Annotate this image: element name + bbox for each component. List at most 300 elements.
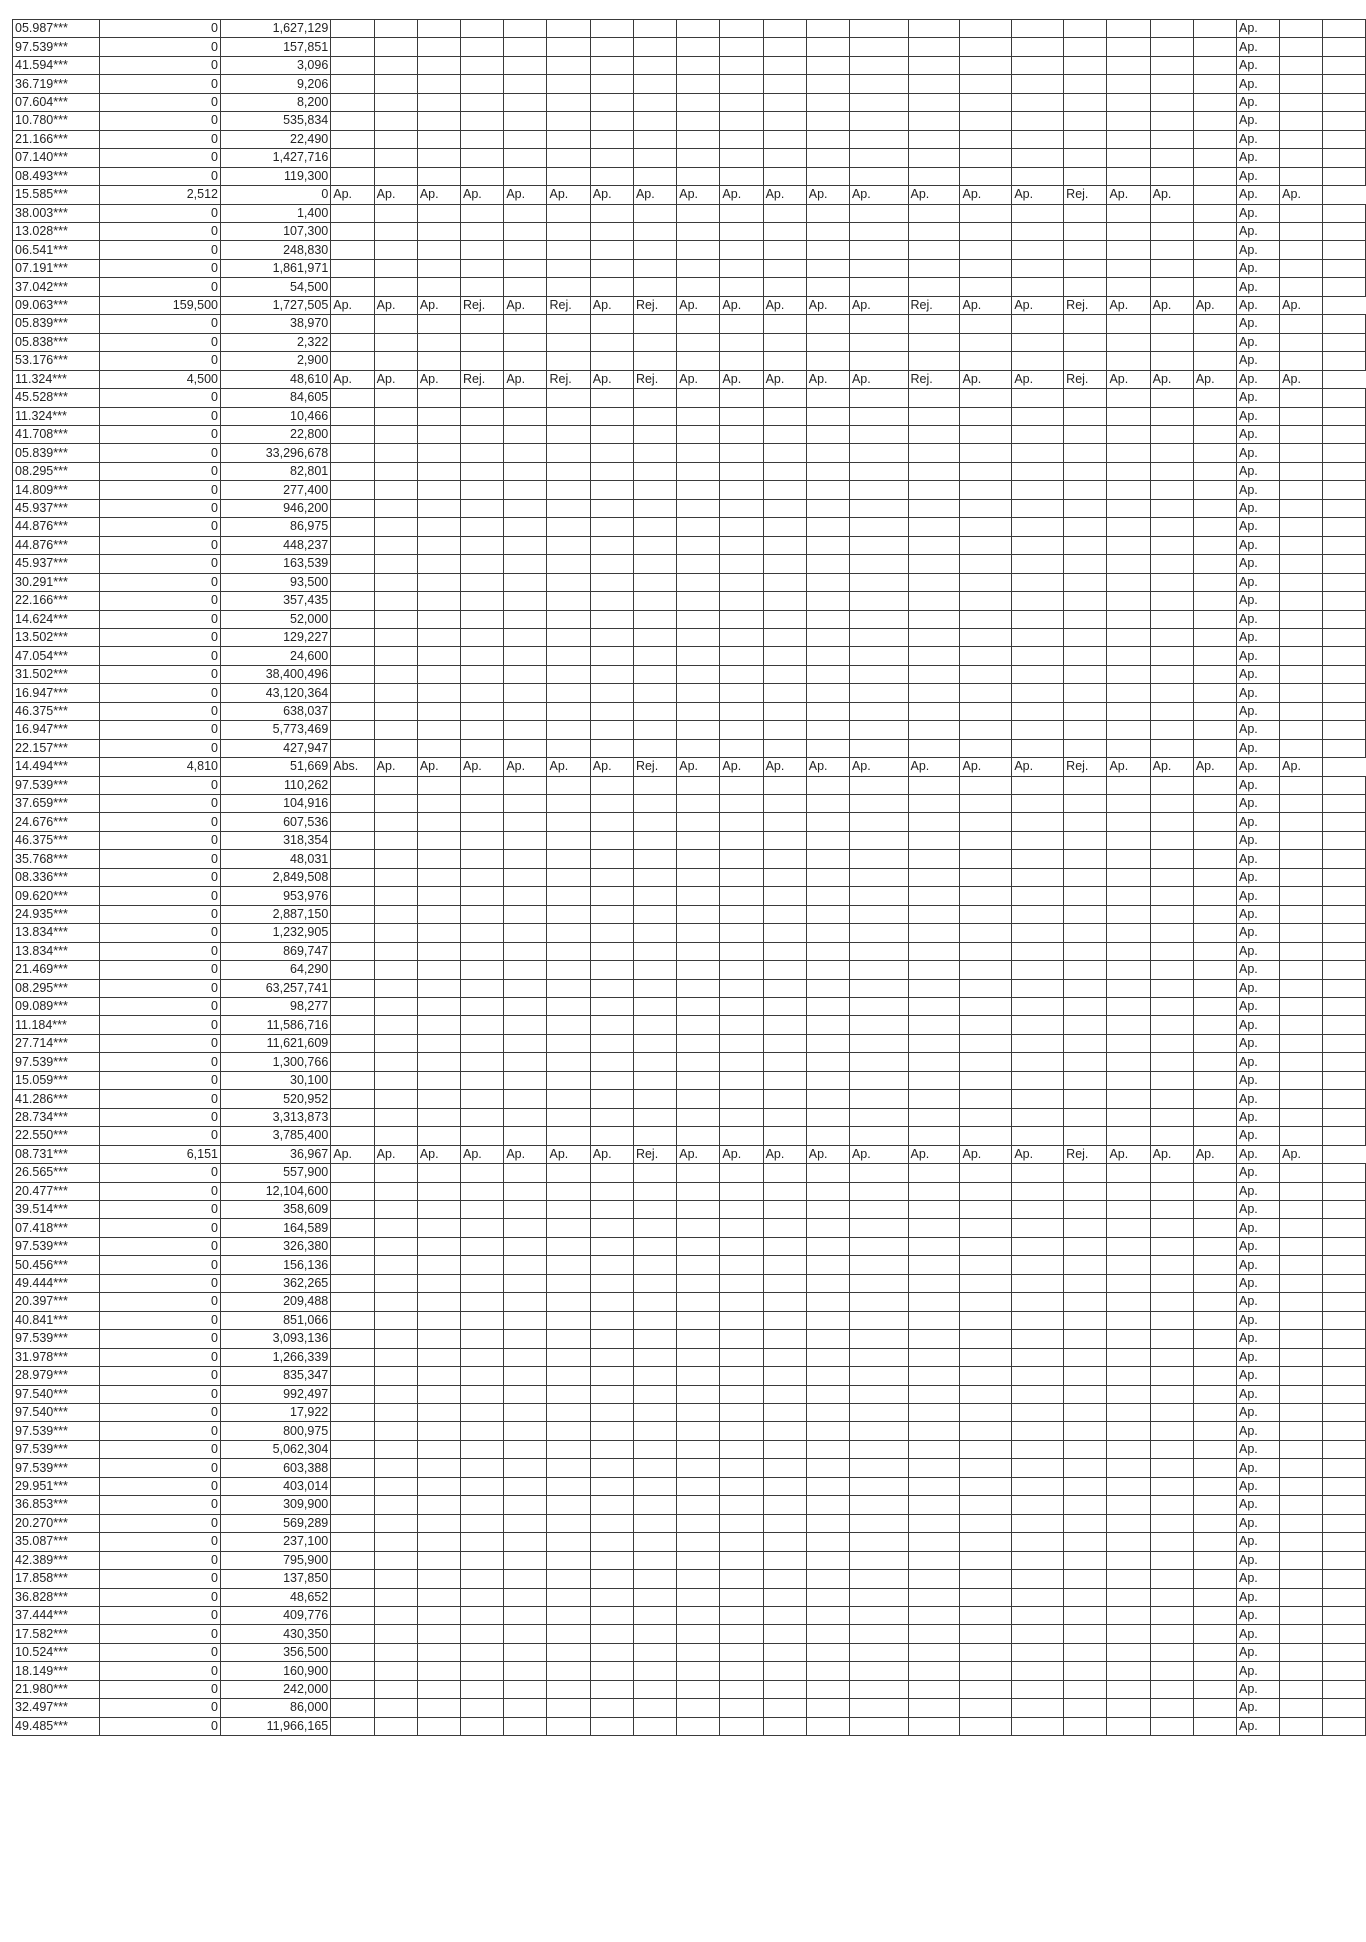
vote-cell xyxy=(1193,444,1236,462)
vote-cell xyxy=(1012,259,1064,277)
vote-cell xyxy=(1150,444,1193,462)
vote-cell xyxy=(1012,942,1064,960)
vote-cell xyxy=(763,573,806,591)
vote-cell xyxy=(590,1403,633,1421)
vote-cell xyxy=(331,389,374,407)
vote-cell xyxy=(1064,167,1107,185)
vote-cell xyxy=(806,1182,849,1200)
vote-cell xyxy=(547,868,590,886)
vote-cell xyxy=(504,1588,547,1606)
vote-cell xyxy=(1193,1625,1236,1643)
vote-cell: Rej. xyxy=(1064,296,1107,314)
vote-cell xyxy=(960,961,1012,979)
vote-cell xyxy=(547,1606,590,1624)
vote-cell xyxy=(1280,1440,1323,1458)
vote-cell xyxy=(908,1385,960,1403)
vote-cell xyxy=(1323,1662,1366,1680)
vote-cell xyxy=(331,647,374,665)
vote-cell xyxy=(590,665,633,683)
vote-cell xyxy=(1280,1588,1323,1606)
vote-cell: Ap. xyxy=(1236,1680,1279,1698)
vote-cell xyxy=(504,425,547,443)
vote-cell xyxy=(960,573,1012,591)
vote-cell xyxy=(633,1274,676,1292)
vote-cell xyxy=(677,130,720,148)
vote-cell xyxy=(374,407,417,425)
vote-cell xyxy=(1064,1662,1107,1680)
vote-cell xyxy=(417,499,460,517)
vote-cell xyxy=(763,1606,806,1624)
vote-cell xyxy=(849,1108,908,1126)
vote-cell xyxy=(1107,222,1150,240)
table-row xyxy=(13,407,1366,425)
vote-cell xyxy=(1012,167,1064,185)
vote-cell xyxy=(1280,1071,1323,1089)
vote-cell xyxy=(1150,924,1193,942)
vote-cell xyxy=(374,315,417,333)
vote-cell xyxy=(633,1643,676,1661)
vote-cell xyxy=(960,389,1012,407)
vote-cell xyxy=(1323,1348,1366,1366)
vote-cell xyxy=(374,1699,417,1717)
vote-cell xyxy=(1107,407,1150,425)
vote-cell xyxy=(1280,407,1323,425)
vote-cell xyxy=(1012,1182,1064,1200)
vote-cell xyxy=(908,1090,960,1108)
vote-cell xyxy=(1064,462,1107,480)
vote-cell xyxy=(504,1514,547,1532)
vote-cell xyxy=(960,555,1012,573)
vote-cell xyxy=(1150,93,1193,111)
vote-cell xyxy=(331,407,374,425)
vote-cell xyxy=(547,1625,590,1643)
vote-cell xyxy=(960,204,1012,222)
vote-cell: Ap. xyxy=(1236,186,1279,204)
vote-cell xyxy=(908,1643,960,1661)
vote-cell xyxy=(1012,1219,1064,1237)
vote-cell xyxy=(677,481,720,499)
vote-cell xyxy=(720,1293,763,1311)
vote-cell xyxy=(960,1182,1012,1200)
vote-cell xyxy=(1150,739,1193,757)
vote-cell: Ap. xyxy=(908,758,960,776)
vote-cell xyxy=(1323,56,1366,74)
id-cell: 41.708*** xyxy=(13,425,100,443)
vote-cell xyxy=(1064,56,1107,74)
vote-cell xyxy=(461,1514,504,1532)
vote-cell xyxy=(504,850,547,868)
vote-cell xyxy=(1193,684,1236,702)
vote-cell xyxy=(1323,204,1366,222)
amount-cell: 1,627,129 xyxy=(220,20,330,38)
table-row xyxy=(13,1662,1366,1680)
vote-cell xyxy=(547,1256,590,1274)
vote-cell xyxy=(590,1367,633,1385)
vote-cell xyxy=(590,739,633,757)
vote-cell xyxy=(763,259,806,277)
vote-cell xyxy=(417,831,460,849)
vote-cell xyxy=(806,1662,849,1680)
vote-cell xyxy=(590,425,633,443)
vote-cell xyxy=(417,425,460,443)
vote-cell xyxy=(677,1570,720,1588)
amount-cell: 0 xyxy=(99,1182,220,1200)
vote-cell xyxy=(504,222,547,240)
amount-cell: 0 xyxy=(99,315,220,333)
amount-cell: 242,000 xyxy=(220,1680,330,1698)
vote-cell xyxy=(547,1348,590,1366)
vote-cell xyxy=(849,647,908,665)
vote-cell xyxy=(331,1588,374,1606)
vote-cell xyxy=(1323,315,1366,333)
vote-cell xyxy=(1150,278,1193,296)
vote-cell xyxy=(590,628,633,646)
vote-cell xyxy=(849,130,908,148)
vote-cell xyxy=(1323,1237,1366,1255)
vote-cell: Ap. xyxy=(1280,296,1323,314)
vote-cell xyxy=(374,333,417,351)
vote-cell xyxy=(633,278,676,296)
vote-cell xyxy=(547,1330,590,1348)
vote-cell xyxy=(331,1625,374,1643)
vote-cell xyxy=(1193,1256,1236,1274)
vote-cell xyxy=(331,665,374,683)
vote-cell xyxy=(1012,1588,1064,1606)
vote-cell xyxy=(1150,555,1193,573)
vote-cell xyxy=(960,592,1012,610)
vote-cell xyxy=(806,425,849,443)
vote-cell xyxy=(331,518,374,536)
vote-cell xyxy=(1107,628,1150,646)
vote-cell xyxy=(417,1090,460,1108)
vote-cell xyxy=(1107,813,1150,831)
vote-cell xyxy=(461,684,504,702)
vote-cell xyxy=(1150,1219,1193,1237)
vote-cell xyxy=(331,1680,374,1698)
vote-cell xyxy=(1064,1367,1107,1385)
vote-cell xyxy=(590,20,633,38)
vote-cell xyxy=(720,222,763,240)
vote-cell xyxy=(677,222,720,240)
vote-cell xyxy=(677,1496,720,1514)
vote-cell xyxy=(849,1422,908,1440)
table-row xyxy=(13,998,1366,1016)
vote-cell xyxy=(331,1256,374,1274)
vote-cell xyxy=(374,1256,417,1274)
vote-cell xyxy=(504,315,547,333)
vote-cell xyxy=(1150,1717,1193,1735)
vote-cell xyxy=(331,1514,374,1532)
vote-cell xyxy=(1064,1514,1107,1532)
vote-cell xyxy=(720,905,763,923)
vote-cell xyxy=(720,1459,763,1477)
vote-cell xyxy=(633,1496,676,1514)
vote-cell xyxy=(331,813,374,831)
table-row xyxy=(13,481,1366,499)
vote-cell xyxy=(849,352,908,370)
vote-cell xyxy=(1280,1164,1323,1182)
vote-cell: Rej. xyxy=(633,758,676,776)
vote-cell xyxy=(547,1164,590,1182)
vote-cell xyxy=(504,75,547,93)
vote-cell xyxy=(908,167,960,185)
id-cell: 97.539*** xyxy=(13,38,100,56)
vote-cell: Ap. xyxy=(374,758,417,776)
vote-cell xyxy=(461,112,504,130)
table-row xyxy=(13,1459,1366,1477)
vote-cell xyxy=(633,1625,676,1643)
vote-cell xyxy=(1193,1311,1236,1329)
vote-cell xyxy=(720,389,763,407)
vote-cell xyxy=(960,130,1012,148)
vote-cell xyxy=(633,850,676,868)
vote-cell xyxy=(331,1274,374,1292)
vote-cell xyxy=(547,1237,590,1255)
vote-cell xyxy=(720,850,763,868)
vote-cell xyxy=(417,481,460,499)
vote-cell xyxy=(849,481,908,499)
vote-cell xyxy=(1064,222,1107,240)
vote-cell xyxy=(1012,1477,1064,1495)
vote-cell xyxy=(331,1330,374,1348)
vote-cell xyxy=(763,1625,806,1643)
vote-cell xyxy=(461,961,504,979)
vote-cell xyxy=(417,573,460,591)
vote-cell xyxy=(1150,241,1193,259)
vote-cell xyxy=(1193,592,1236,610)
vote-cell xyxy=(331,1219,374,1237)
amount-cell: 110,262 xyxy=(220,776,330,794)
vote-cell xyxy=(720,1016,763,1034)
table-row xyxy=(13,56,1366,74)
vote-cell xyxy=(417,93,460,111)
id-cell: 97.539*** xyxy=(13,1053,100,1071)
vote-cell xyxy=(1150,1367,1193,1385)
vote-cell xyxy=(677,1201,720,1219)
vote-cell xyxy=(417,167,460,185)
vote-cell xyxy=(1012,1662,1064,1680)
id-cell: 05.839*** xyxy=(13,315,100,333)
amount-cell: 362,265 xyxy=(220,1274,330,1292)
vote-cell xyxy=(1012,444,1064,462)
vote-cell xyxy=(1107,702,1150,720)
amount-cell: 82,801 xyxy=(220,462,330,480)
vote-cell xyxy=(960,739,1012,757)
vote-cell xyxy=(763,407,806,425)
vote-cell xyxy=(1323,665,1366,683)
amount-cell: 5,062,304 xyxy=(220,1440,330,1458)
vote-cell xyxy=(547,776,590,794)
vote-cell xyxy=(1064,610,1107,628)
vote-cell xyxy=(677,1237,720,1255)
vote-cell xyxy=(504,462,547,480)
vote-cell xyxy=(547,979,590,997)
vote-cell xyxy=(504,1367,547,1385)
vote-cell xyxy=(461,647,504,665)
vote-cell xyxy=(1064,1348,1107,1366)
vote-cell xyxy=(1280,610,1323,628)
vote-cell xyxy=(1064,1588,1107,1606)
vote-cell: Ap. xyxy=(1012,758,1064,776)
vote-cell xyxy=(1064,1551,1107,1569)
vote-cell xyxy=(374,259,417,277)
vote-cell xyxy=(849,1551,908,1569)
table-row xyxy=(13,1477,1366,1495)
vote-cell xyxy=(1064,1699,1107,1717)
vote-cell xyxy=(1193,259,1236,277)
vote-cell xyxy=(417,1016,460,1034)
table-row xyxy=(13,93,1366,111)
vote-cell xyxy=(1323,924,1366,942)
vote-cell xyxy=(417,1256,460,1274)
vote-cell xyxy=(461,407,504,425)
vote-cell xyxy=(1107,573,1150,591)
vote-cell xyxy=(960,1662,1012,1680)
vote-cell xyxy=(720,1348,763,1366)
vote-cell xyxy=(908,776,960,794)
vote-cell xyxy=(1193,130,1236,148)
vote-cell: Ap. xyxy=(1236,1293,1279,1311)
vote-cell xyxy=(417,333,460,351)
vote-cell xyxy=(504,38,547,56)
vote-cell xyxy=(504,1330,547,1348)
amount-cell: 1,232,905 xyxy=(220,924,330,942)
vote-cell xyxy=(720,979,763,997)
table-row xyxy=(13,1256,1366,1274)
vote-cell xyxy=(908,93,960,111)
vote-cell xyxy=(720,684,763,702)
vote-cell xyxy=(806,1053,849,1071)
vote-cell xyxy=(461,795,504,813)
vote-cell xyxy=(677,536,720,554)
vote-cell xyxy=(1107,1570,1150,1588)
vote-cell xyxy=(763,868,806,886)
vote-cell xyxy=(1193,149,1236,167)
vote-cell xyxy=(331,721,374,739)
vote-cell xyxy=(849,961,908,979)
vote-cell: Ap. xyxy=(1236,961,1279,979)
vote-cell xyxy=(504,795,547,813)
vote-cell xyxy=(547,924,590,942)
vote-cell xyxy=(908,998,960,1016)
vote-cell xyxy=(763,1274,806,1292)
vote-cell xyxy=(417,813,460,831)
table-row xyxy=(13,370,1366,388)
vote-cell xyxy=(1323,444,1366,462)
vote-cell xyxy=(1280,536,1323,554)
vote-cell xyxy=(1150,75,1193,93)
vote-cell xyxy=(461,924,504,942)
vote-cell xyxy=(1280,665,1323,683)
vote-cell xyxy=(763,684,806,702)
vote-cell xyxy=(960,795,1012,813)
vote-cell xyxy=(1064,1422,1107,1440)
vote-cell xyxy=(374,573,417,591)
vote-cell xyxy=(677,444,720,462)
vote-cell: Ap. xyxy=(849,758,908,776)
vote-cell xyxy=(677,389,720,407)
vote-cell xyxy=(1193,1699,1236,1717)
vote-cell xyxy=(1280,425,1323,443)
vote-cell xyxy=(960,1348,1012,1366)
vote-cell xyxy=(806,831,849,849)
amount-cell: 427,947 xyxy=(220,739,330,757)
vote-cell xyxy=(1323,1330,1366,1348)
vote-cell xyxy=(763,222,806,240)
vote-cell xyxy=(720,1385,763,1403)
vote-cell xyxy=(331,1717,374,1735)
vote-cell xyxy=(1323,1127,1366,1145)
vote-cell xyxy=(417,665,460,683)
vote-cell xyxy=(1323,222,1366,240)
vote-cell xyxy=(763,979,806,997)
vote-cell xyxy=(1280,352,1323,370)
vote-cell xyxy=(417,241,460,259)
amount-cell: 9,206 xyxy=(220,75,330,93)
vote-cell xyxy=(1012,222,1064,240)
table-row xyxy=(13,389,1366,407)
vote-cell xyxy=(374,241,417,259)
amount-cell: 0 xyxy=(99,278,220,296)
vote-cell xyxy=(461,1662,504,1680)
vote-cell xyxy=(720,407,763,425)
vote-cell: Ap. xyxy=(960,296,1012,314)
vote-cell xyxy=(1012,1625,1064,1643)
vote-cell xyxy=(1280,1551,1323,1569)
vote-cell xyxy=(720,555,763,573)
vote-cell xyxy=(374,850,417,868)
vote-cell xyxy=(763,518,806,536)
vote-cell xyxy=(1280,1717,1323,1735)
vote-cell xyxy=(590,1274,633,1292)
vote-cell xyxy=(1280,721,1323,739)
vote-cell: Ap. xyxy=(504,758,547,776)
vote-cell xyxy=(633,831,676,849)
vote-cell xyxy=(677,1330,720,1348)
vote-cell xyxy=(720,1477,763,1495)
vote-cell xyxy=(960,112,1012,130)
vote-cell xyxy=(1193,1680,1236,1698)
vote-cell xyxy=(763,961,806,979)
vote-cell xyxy=(806,1071,849,1089)
vote-cell xyxy=(1064,149,1107,167)
amount-cell: 48,031 xyxy=(220,850,330,868)
vote-cell xyxy=(908,1164,960,1182)
amount-cell: 30,100 xyxy=(220,1071,330,1089)
vote-cell xyxy=(1193,1108,1236,1126)
id-cell: 49.444*** xyxy=(13,1274,100,1292)
vote-cell xyxy=(1064,573,1107,591)
vote-cell xyxy=(374,1514,417,1532)
vote-cell xyxy=(417,1662,460,1680)
vote-cell xyxy=(720,518,763,536)
vote-cell: Ap. xyxy=(1236,1090,1279,1108)
vote-cell xyxy=(590,868,633,886)
vote-cell xyxy=(1193,352,1236,370)
vote-cell xyxy=(1280,1477,1323,1495)
table-row xyxy=(13,887,1366,905)
vote-cell xyxy=(720,1164,763,1182)
vote-cell xyxy=(417,278,460,296)
vote-cell xyxy=(417,1477,460,1495)
vote-cell xyxy=(960,444,1012,462)
amount-cell: 0 xyxy=(99,998,220,1016)
vote-cell xyxy=(374,831,417,849)
table-row xyxy=(13,610,1366,628)
vote-cell xyxy=(1150,518,1193,536)
vote-cell: Ap. xyxy=(1107,758,1150,776)
id-cell: 21.980*** xyxy=(13,1680,100,1698)
